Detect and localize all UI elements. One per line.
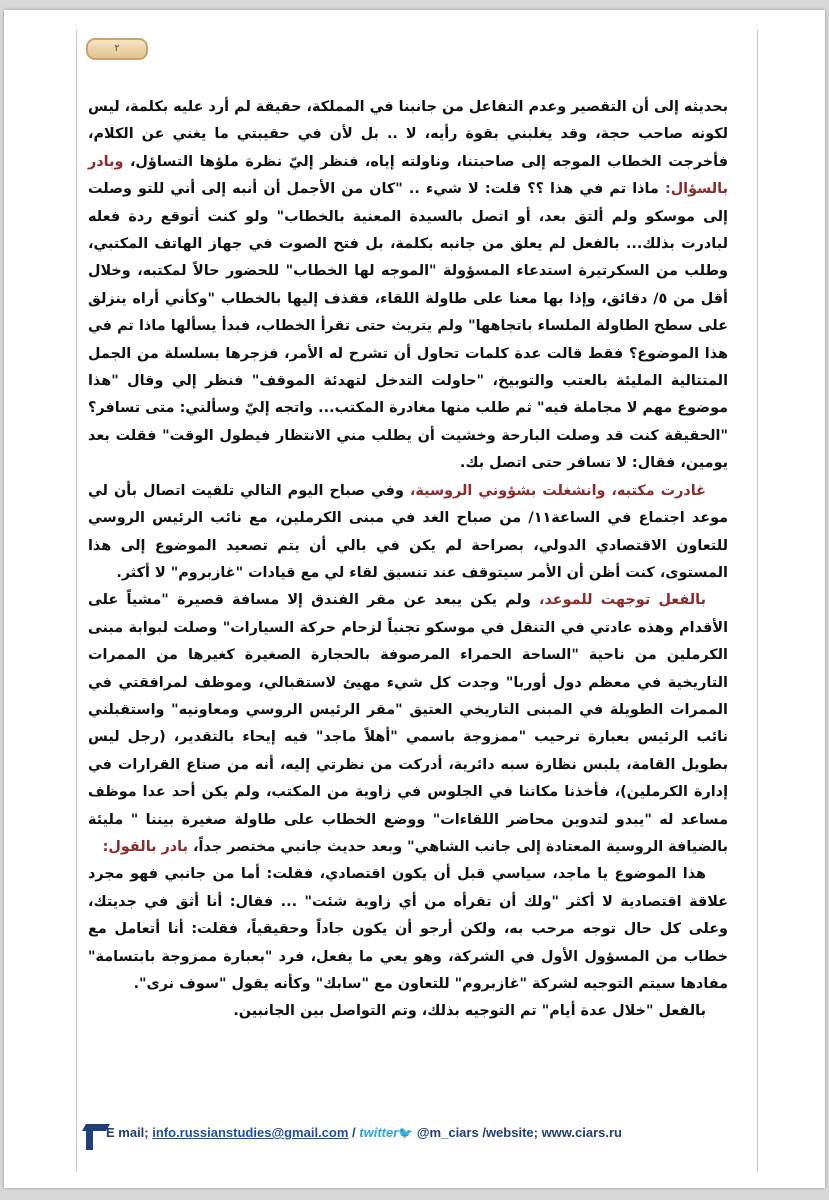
article-body — [88, 94, 728, 1026]
body-text: بحديثه إلى أن التقصير وعدم التفاعل من جانبنا في المملكة، حقيقة لم أرد عليه بكلمة، ليس لكونه صاحب حجة، وقد يغلبني بقوة رأيه، لا .. بل لأن في حقيبتي ما يغني عن الكلام، فأخرجت الخطاب الموجه إلى صاحبتنا، وناولته إياه، فنظر إليّ نظرة ملؤها التساؤل، — [88, 99, 728, 170]
body-text: ولم يكن يبعد عن مقر الفندق إلا مسافة قصيرة "مشياً على الأقدام وهذه عادتي في التنقل في موسكو تجنباً لزحام حركة السيارات" وصلت لبوابة مبنى الكرملين من ناحية "الساحة الحمراء المرصوفة بالحجارة الصغيرة كغيرها من الممرات التاريخية في معظم دول أوربا" وجدت كل شيء مهيئ لاستقبالي، وموظف لمرافقتي في الممرات الطويلة في المبنى التاريخي العتيق "مقر الرئيس الروسي ومعاونيه" واستقبلني نائب الرئيس بعبارة ترحيب "ممزوجة باسمي "أهلاً ماجد" فيه إيحاء بالتقدير، (رجل ليس بطويل القامة، يلبس نظارة سبه دائرية، أدركت من نظرتي إليه، أنه من صناع القرارات في إدارة الكرملين)، فأخذنا مكاننا في الجلوس في زاوية من المكتب، ولم يكن أحد عدا موظف مساعد له "يبدو لتدوين محاضر اللقاءات" ووضع الخطاب على طاولة صغيرة بيننا " مليئة بالضيافة الروسية المعتادة إلى جانب الشاهي" وبعد حديث جانبي مختصر جداً، — [88, 592, 728, 855]
paragraph-4 — [88, 861, 728, 998]
body-text: ماذا تم في هذا ؟؟ قلت: لا شيء .. "كان من الأجمل أن أنبه إلى أني للتو وصلت إلى موسكو ولم ألتق بعد، أو اتصل بالسيدة المعنية بالخطاب" ولو كنت أتوقع ردة فعله لبادرت بذلك... بالفعل لم يعلق من جانبه بكلمة، بل فتح الصوت في جهاز الهاتف المكتبي، وطلب من السكرتيرة استدعاء المسؤولة "الموجه لها الخطاب" للحضور حالاً لمكتبه، وخلال أقل من ٥/ دقائق، وإذا بها معنا على طاولة اللقاء، فقذف إليها بالخطاب "وكأني أراه ينزلق على سطح الطاولة الملساء باتجاهها" ولم يتريث حتى تقرأ الخطاب، فبدأ يسألها ماذا تم في هذا الموضوع؟ فقط قالت عدة كلمات تحاول أن تشرح له الأمر، فزجرها بسلسلة من الجمل المتتالية المليئة بالعتب والتوبيخ، "حاولت التدخل لتهدئة الموقف" فنظر إلي وقال "هذا موضوع مهم لا مجاملة فيه" ثم طلب منها مغادرة المكتب... واتجه إليّ وسألني: متى تسافر؟ "الحقيقة كنت قد وصلت البارحة وخشيت أن يطلب مني الانتظار فيطول الوقت" فقلت بعد يومين، فقال: لا تسافر حتى اتصل بك. — [88, 181, 728, 472]
separator: / — [352, 1125, 356, 1140]
page-footer — [86, 1124, 766, 1164]
highlight-text: وبادر بالسؤال: — [88, 153, 728, 198]
highlight-text: بالفعل توجهت للموعد، — [539, 592, 706, 609]
paragraph-2 — [88, 478, 728, 588]
twitter-bird-icon: 🐦 — [398, 1126, 414, 1140]
paragraph-1 — [88, 94, 728, 478]
twitter-logo[interactable]: twitter — [359, 1125, 399, 1140]
email-link[interactable]: info.russianstudies@gmail.com — [152, 1125, 349, 1140]
document-page — [4, 10, 825, 1188]
body-text: وفي صباح اليوم التالي تلقيت اتصال بأن لي موعد اجتماع في الساعة١١/ من صباح الغد في مبنى الكرملين، مع نائب الرئيس الروسي للتعاون الاقتصادي الدولي، بصراحة لم يكن في بالي أن يتم تصعيد الموضوع إلى هذا المستوى، كنت أظن أن الأمر سيتوقف عند تنسيق لقاء لي مع قيادات "غازبروم" لا أكثر. — [88, 482, 729, 581]
website-link[interactable]: /website; www.ciars.ru — [482, 1125, 623, 1140]
paragraph-3 — [88, 587, 728, 861]
page-number-badge: ٢ — [86, 38, 148, 60]
paragraph-5 — [88, 998, 728, 1025]
highlight-text: غادرت مكتبه، وانشغلت بشؤوني الروسية، — [409, 482, 707, 499]
contact-line — [106, 1124, 622, 1142]
highlight-text: بادر بالقول: — [102, 838, 188, 855]
body-text: هذا الموضوع يا ماجد، سياسي قبل أن يكون اقتصادي، فقلت: أما من جانبي فهو مجرد علاقة اقتصادية لا أكثر "ولك أن تقرأه من أي زاوية شئت" ... فقال: أنا أثق في جديتك، وعلى كل حال توجه مرحب به، ولكن أرجو أن يكون جاداً وحقيقياً، فقلت: أنا أتعامل مع خطاب من المسؤول الأول في الشركة، وهو يعي ما يفعل، فرد "بعبارة ممزوجة بابتسامة" مفادها سيتم التوجيه لشركة "غازبروم" للتعاون مع "سابك" وكأنه يقول "سوف نرى". — [88, 866, 728, 992]
twitter-handle[interactable]: @m_ciars — [416, 1125, 479, 1140]
body-text: بالفعل "خلال عدة أيام" تم التوجيه بذلك، وتم التواصل بين الجانبين. — [233, 1003, 706, 1020]
email-label: E mail; — [106, 1125, 149, 1140]
